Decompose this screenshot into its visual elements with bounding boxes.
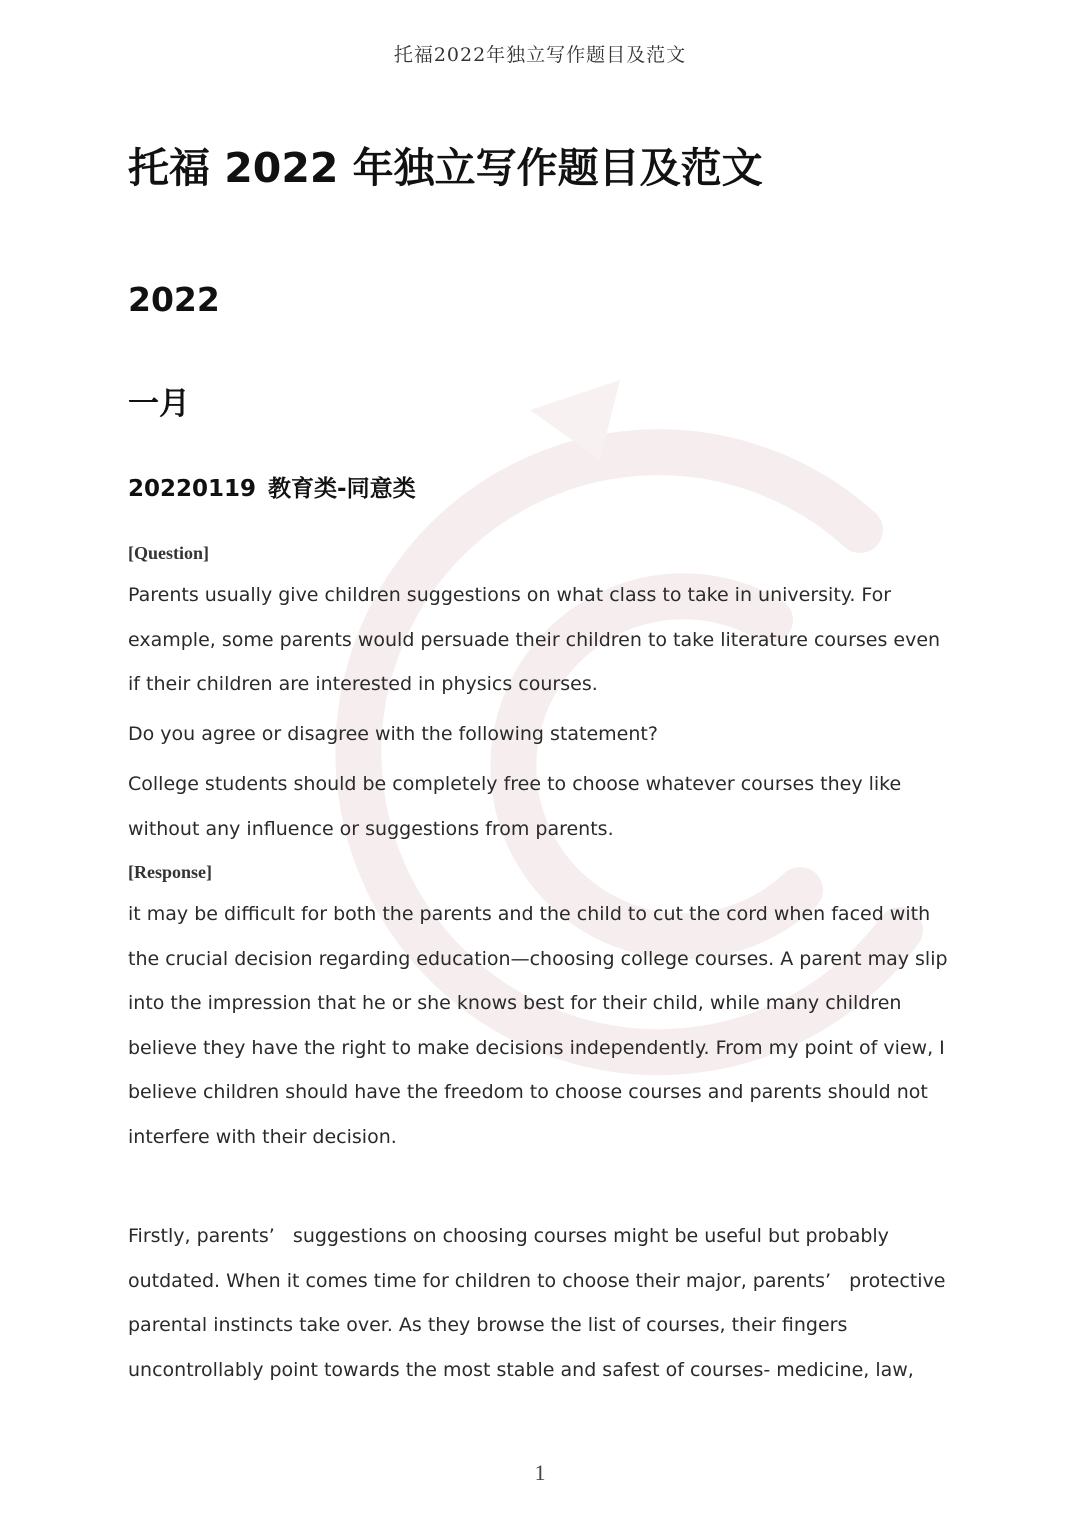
page-number: 1 xyxy=(534,1460,546,1485)
text-line: uncontrollably point towards the most stable and safest of courses- medicine, law, xyxy=(128,1358,914,1381)
month-heading: 一月 xyxy=(128,386,190,422)
question-paragraph-1 xyxy=(128,573,958,707)
text-line: the crucial decision regarding education—choosing college courses. A parent may slip xyxy=(128,947,948,970)
question-paragraph-3 xyxy=(128,762,958,851)
text-line: believe they have the right to make decisions independently. From my point of view, I xyxy=(128,1036,945,1059)
document-title: 托福 2022 年独立写作题目及范文 xyxy=(128,144,763,192)
year-heading: 2022 xyxy=(128,280,220,319)
question-label: [Question] xyxy=(128,543,209,563)
text-line: parental instincts take over. As they browse the list of courses, their fingers xyxy=(128,1314,848,1336)
text-line: Parents usually give children suggestions on what class to take in university. For xyxy=(128,584,892,606)
text-line: if their children are interested in physics courses. xyxy=(128,673,598,695)
response-paragraph-2 xyxy=(128,1214,958,1392)
question-paragraph-2 xyxy=(128,712,958,757)
text-line: College students should be completely free to choose whatever courses they like xyxy=(128,773,902,795)
text-line: example, some parents would persuade their children to take literature courses even xyxy=(128,628,941,651)
response-paragraph-1 xyxy=(128,892,958,1159)
response-label: [Response] xyxy=(128,862,212,882)
text-line: into the impression that he or she knows best for their child, while many children xyxy=(128,992,902,1014)
text-line: interfere with their decision. xyxy=(128,1125,397,1148)
text-line: it may be difficult for both the parents and the child to cut the cord when faced with xyxy=(128,903,931,925)
topic-heading: 20220119 教育类-同意类 xyxy=(128,476,416,502)
text-line: Firstly, parents’ suggestions on choosing courses might be useful but probably xyxy=(128,1225,889,1247)
text-line: Do you agree or disagree with the following statement? xyxy=(128,723,658,745)
text-line: without any influence or suggestions from parents. xyxy=(128,817,614,840)
running-header: 托福2022年独立写作题目及范文 xyxy=(393,44,687,66)
text-line: believe children should have the freedom to choose courses and parents should not xyxy=(128,1081,928,1103)
text-line: outdated. When it comes time for children to choose their major, parents’ protective xyxy=(128,1269,946,1292)
